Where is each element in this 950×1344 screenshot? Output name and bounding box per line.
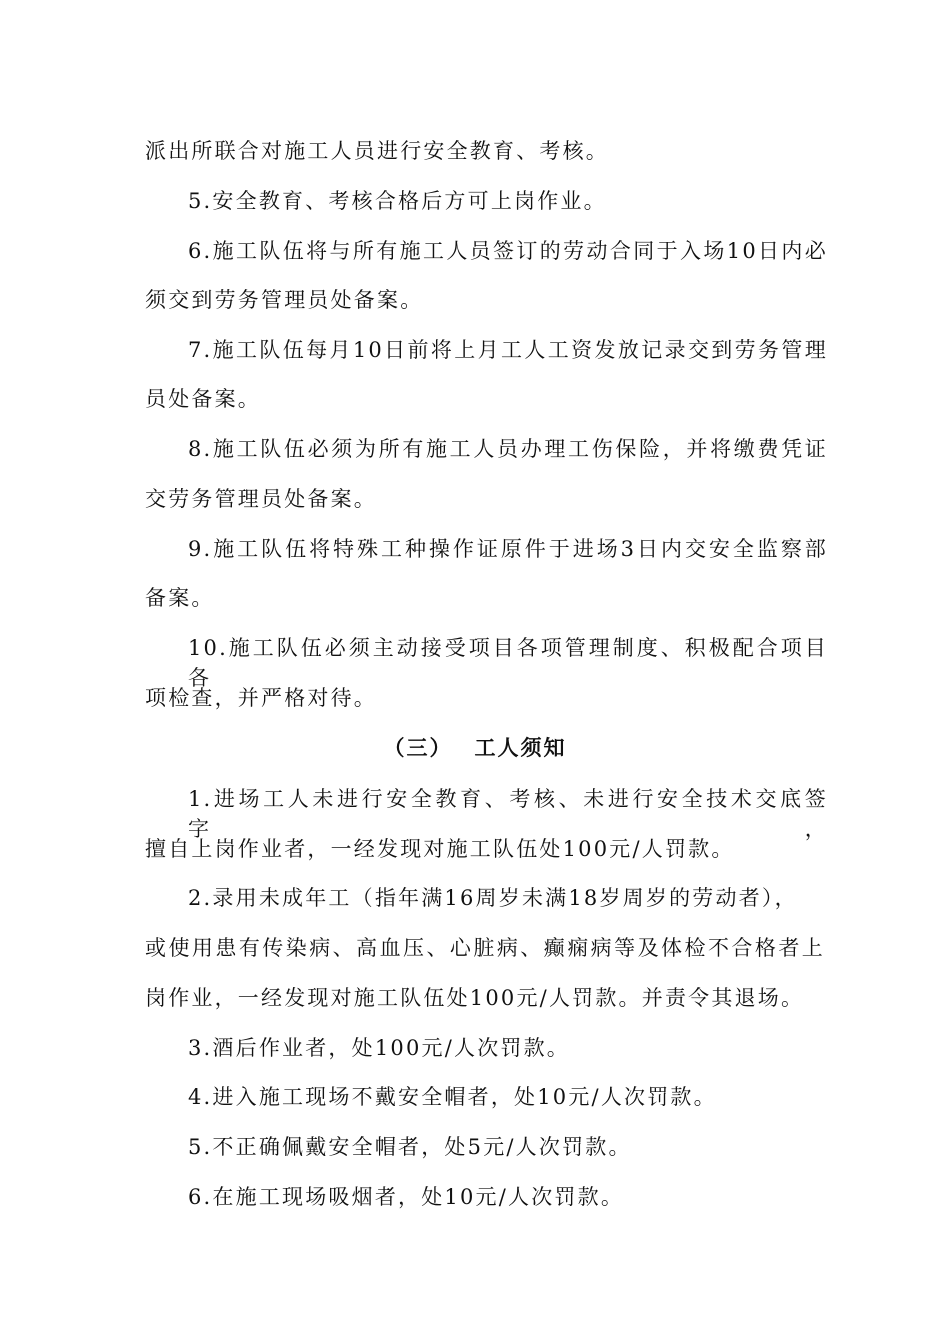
list-item-8-line-2: 交劳务管理员处备案。 (145, 487, 377, 511)
rule-2-line-2: 或使用患有传染病、高血压、心脏病、癫痫病等及体检不合格者上 (145, 936, 825, 960)
rule-4-line: 4.进入施工现场不戴安全帽者，处10元/人次罚款。 (188, 1085, 717, 1109)
section-heading (0, 733, 950, 763)
list-item-6-line-1: 6.施工队伍将与所有施工人员签订的劳动合同于入场10日内必 (188, 239, 828, 263)
section-heading-title: 工人须知 (474, 735, 567, 760)
list-item-10-line-1: 10.施工队伍必须主动接受项目各项管理制度、积极配合项目各 (188, 636, 828, 690)
list-item-9-line-2: 备案。 (145, 586, 215, 610)
paragraph-line: 派出所联合对施工人员进行安全教育、考核。 (145, 139, 609, 163)
rule-5-line: 5.不正确佩戴安全帽者，处5元/人次罚款。 (188, 1135, 632, 1159)
rule-3-line: 3.酒后作业者，处100元/人次罚款。 (188, 1036, 570, 1060)
list-item-7-line-1: 7.施工队伍每月10日前将上月工人工资发放记录交到劳务管理 (188, 338, 828, 362)
list-item-5-line-1: 5.安全教育、考核合格后方可上岗作业。 (188, 189, 607, 213)
list-item-7-line-2: 员处备案。 (145, 387, 261, 411)
list-item-6-line-2: 须交到劳务管理员处备案。 (145, 288, 424, 312)
rule-6-line: 6.在施工现场吸烟者，处10元/人次罚款。 (188, 1185, 625, 1209)
section-heading-number: （三） (383, 735, 453, 760)
list-item-9-line-1: 9.施工队伍将特殊工种操作证原件于进场3日内交安全监察部 (188, 537, 828, 561)
rule-2-line-1: 2.录用未成年工（指年满16周岁未满18岁周岁的劳动者）， (188, 886, 798, 910)
list-item-10-line-2: 项检查，并严格对待。 (145, 686, 377, 710)
list-item-8-line-1: 8.施工队伍必须为所有施工人员办理工伤保险，并将缴费凭证 (188, 437, 828, 461)
rule-1-line-1: 1.进场工人未进行安全教育、考核、未进行安全技术交底签字， (188, 787, 828, 841)
rule-1-line-2: 擅自上岗作业者，一经发现对施工队伍处100元/人罚款。 (145, 837, 735, 861)
rule-2-line-3: 岗作业，一经发现对施工队伍处100元/人罚款。并责令其退场。 (145, 986, 805, 1010)
